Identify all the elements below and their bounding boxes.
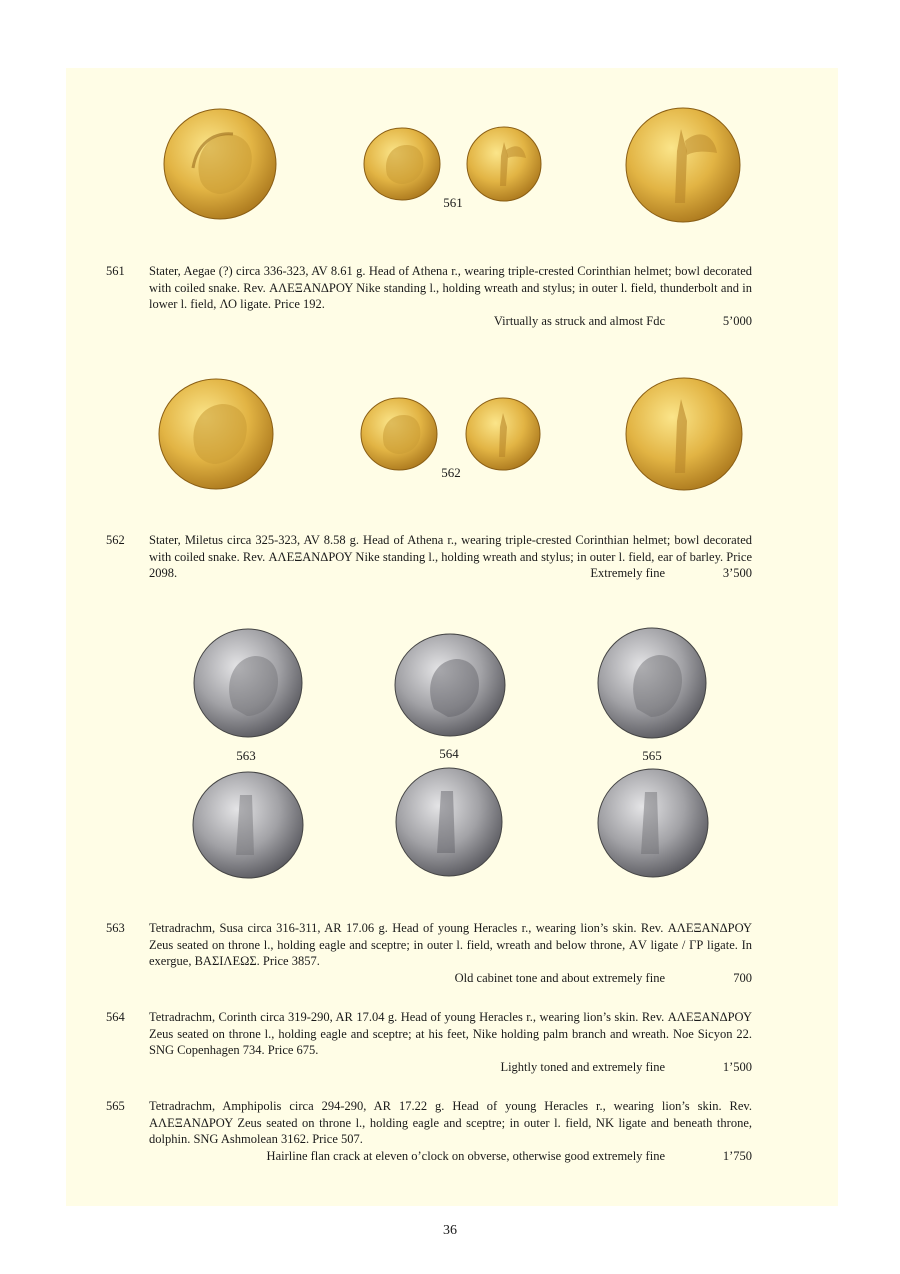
lot-grade: Lightly toned and extremely fine	[500, 1059, 665, 1074]
lot-564	[106, 1009, 752, 1075]
coin-label-565: 565	[642, 748, 662, 763]
coin-562-obverse-large	[158, 378, 274, 490]
lot-number: 562	[106, 533, 125, 547]
coin-564-obverse	[394, 633, 506, 737]
coin-label-563: 563	[236, 748, 256, 763]
coin-563-reverse	[192, 771, 304, 879]
lot-563	[106, 920, 752, 986]
coin-565-obverse	[597, 627, 707, 739]
lot-561	[106, 263, 752, 329]
lot-number: 564	[106, 1010, 125, 1024]
lot-grade: Hairline flan crack at eleven o’clock on obverse, otherwise good extremely fine	[266, 1148, 665, 1163]
lot-description: Tetradrachm, Susa circa 316-311, AR 17.06 g. Head of young Heracles r., wearing lion’s skin. Rev. ΑΛΕΞΑΝΔΡΟΥ Zeus seated on throne l., holding eagle and sceptre; in outer l. field, wreath and below throne, ΑV ligate / ΓΡ ligate. In exergue, ΒΑΣΙΛΕΩΣ. Price 3857.	[149, 921, 752, 968]
lot-number: 565	[106, 1099, 125, 1113]
lot-price: 700	[733, 970, 752, 985]
coin-562-reverse-small	[465, 397, 541, 471]
lot-565	[106, 1098, 752, 1164]
coin-label-561: 561	[443, 195, 463, 210]
coin-label-564: 564	[439, 746, 459, 761]
lot-description: Stater, Miletus circa 325-323, AV 8.58 g. Head of Athena r., wearing triple-crested Corinthian helmet; bowl decorated with coiled snake. Rev. ΑΛΕΞΑΝΔΡΟΥ Nike standing l., holding wreath and stylus; in outer l. field, ear of barley. Price 2098.	[149, 533, 752, 580]
lot-price: 1’500	[722, 1059, 752, 1074]
lot-number: 561	[106, 264, 125, 278]
coin-label-562: 562	[441, 465, 461, 480]
coin-564-reverse	[395, 767, 503, 877]
coin-561-reverse-small	[466, 126, 542, 202]
lot-number: 563	[106, 921, 125, 935]
lot-grade: Old cabinet tone and about extremely fine	[454, 970, 665, 985]
lot-description: Tetradrachm, Corinth circa 319-290, AR 17.04 g. Head of young Heracles r., wearing lion’s skin. Rev. ΑΛΕΞΑΝΔΡΟΥ Zeus seated on throne l., holding eagle and sceptre; at his feet, Nike holding palm branch and wreath. Noe Sicyon 22. SNG Copenhagen 734. Price 675.	[149, 1010, 752, 1057]
coin-565-reverse	[597, 768, 709, 878]
coin-561-obverse-small	[363, 127, 441, 201]
lot-grade: Virtually as struck and almost Fdc	[493, 313, 665, 328]
coin-561-obverse-large	[163, 108, 277, 220]
lot-price: 3’500	[722, 566, 752, 580]
lot-562	[106, 532, 752, 582]
coin-563-obverse	[193, 628, 303, 738]
coin-562-obverse-small	[360, 397, 438, 471]
lot-price: 1’750	[722, 1148, 752, 1163]
lot-description: Stater, Aegae (?) circa 336-323, AV 8.61 g. Head of Athena r., wearing triple-crested Corinthian helmet; bowl decorated with coiled snake. Rev. ΑΛΕΞΑΝΔΡΟΥ Nike standing l., holding wreath and stylus; in outer l. field, thunderbolt and in lower l. field, ΛΟ ligate. Price 192.	[149, 264, 752, 311]
lot-price: 5’000	[722, 313, 752, 328]
lot-description: Tetradrachm, Amphipolis circa 294-290, AR 17.22 g. Head of young Heracles r., wearing lion’s skin. Rev. ΑΛΕΞΑΝΔΡΟΥ Zeus seated on throne l., holding eagle and sceptre; in outer l. field, NK ligate and beneath throne, dolphin. SNG Ashmolean 3162. Price 507.	[149, 1099, 752, 1146]
page-number: 36	[443, 1223, 457, 1238]
coin-562-reverse-large	[625, 377, 743, 491]
coin-561-reverse-large	[625, 107, 741, 223]
lot-grade: Extremely fine	[590, 566, 665, 580]
